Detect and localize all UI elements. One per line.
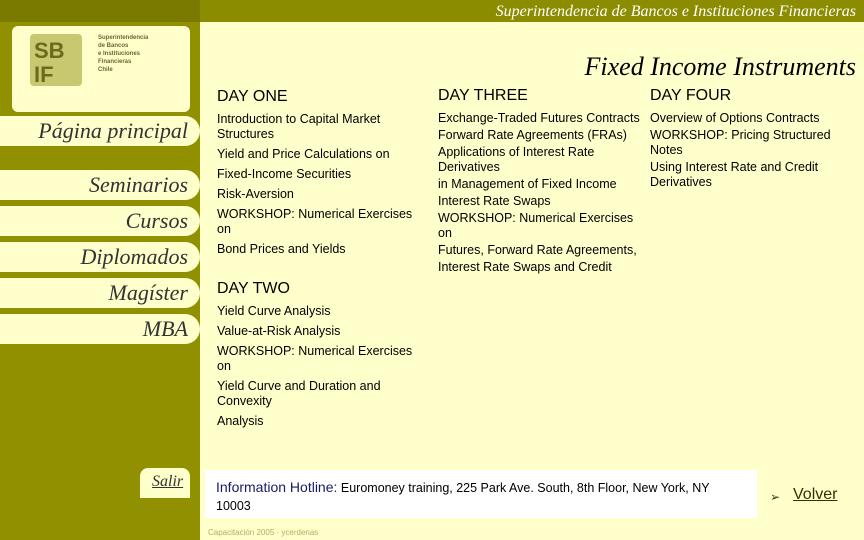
list-item: Yield Curve and Duration and Convexity [217,379,381,408]
list-item: Applications of Interest Rate Derivatives [438,145,595,174]
logo[interactable] [12,26,190,112]
list-item: Forward Rate Agreements (FRAs) [438,128,627,142]
page-title: Fixed Income Instruments [584,52,856,81]
nav-item-mba[interactable] [0,314,200,344]
info-label: Information Hotline [216,479,334,495]
logo-line: de Bancos [98,43,129,49]
nav-label: Página principal [38,118,188,143]
list-item: Risk-Aversion [217,187,294,201]
list-item: Bond Prices and Yields [217,242,346,256]
top-banner [0,0,864,22]
nav-item-seminarios[interactable] [0,170,200,200]
list-item: Interest Rate Swaps and Credit [438,260,612,274]
list-item: Overview of Options Contracts [650,111,820,125]
list-item: Interest Rate Swaps [438,194,551,208]
nav-label: Magíster [108,280,188,305]
nav-label: Seminarios [89,172,188,197]
info-hotline-box [205,470,757,518]
nav-item-cursos[interactable] [0,206,200,236]
footer-text: Capacitación 2005 · ycerdenas [208,528,319,537]
nav-item-pagina-principal[interactable] [0,116,200,146]
list-item: WORKSHOP: Pricing Structured Notes [650,128,831,157]
list-item: Yield Curve Analysis [217,304,331,318]
day-four-title: DAY FOUR [650,87,732,104]
nav-label: Diplomados [80,244,188,269]
logo-text [98,34,178,74]
arrow-right-icon: ➢ [770,490,781,504]
list-item: WORKSHOP: Numerical Exercises on [217,207,413,236]
list-item: WORKSHOP: Numerical Exercises on [217,344,413,373]
volver-link[interactable]: Volver [793,486,838,503]
list-item: Value-at-Risk Analysis [217,324,341,338]
day-one-column [217,88,417,262]
nav-label: MBA [142,316,188,341]
nav-item-magister[interactable] [0,278,200,308]
org-title: Superintendencia de Bancos e Instituciones Financieras [495,3,856,20]
list-item: Using Interest Rate and Credit Derivatives [650,160,819,189]
logo-line: Superintendencia [98,35,149,41]
day-three-title: DAY THREE [438,87,528,104]
day-two-title: DAY TWO [217,280,290,297]
list-item: Introduction to Capital Market Structures [217,112,381,141]
logo-line: e Instituciones [98,51,141,57]
info-contact [216,517,508,518]
list-item: Yield and Price Calculations on [217,147,390,161]
list-item: WORKSHOP: Numerical Exercises on [438,211,634,240]
info-address: Euromoney training, 225 Park Ave. South, 8th Floor, New York, NY 10003 [216,481,710,513]
day-three-column [438,87,643,277]
list-item: Fixed-Income Securities [217,167,352,181]
list-item: Exchange-Traded Futures Contracts [438,111,640,125]
day-two-column [217,280,417,434]
salir-button[interactable] [140,468,190,498]
nav-item-diplomados[interactable] [0,242,200,272]
svg-text:SB: SB [34,38,65,63]
list-item: Futures, Forward Rate Agreements, [438,243,637,257]
info-text [216,478,746,518]
nav-label: Cursos [125,208,188,233]
salir-label: Salir [152,473,184,490]
list-item: Analysis [217,414,264,428]
info-colon: : [333,479,338,495]
top-banner-left [0,0,200,22]
logo-line: Financieras [98,59,132,65]
logo-line: Chile [98,67,113,73]
day-four-column [650,87,856,192]
sidebar [0,22,200,540]
sbif-logo-icon [30,34,82,86]
day-one-title: DAY ONE [217,88,288,105]
svg-text:IF: IF [34,62,54,86]
list-item: in Management of Fixed Income [438,177,617,191]
